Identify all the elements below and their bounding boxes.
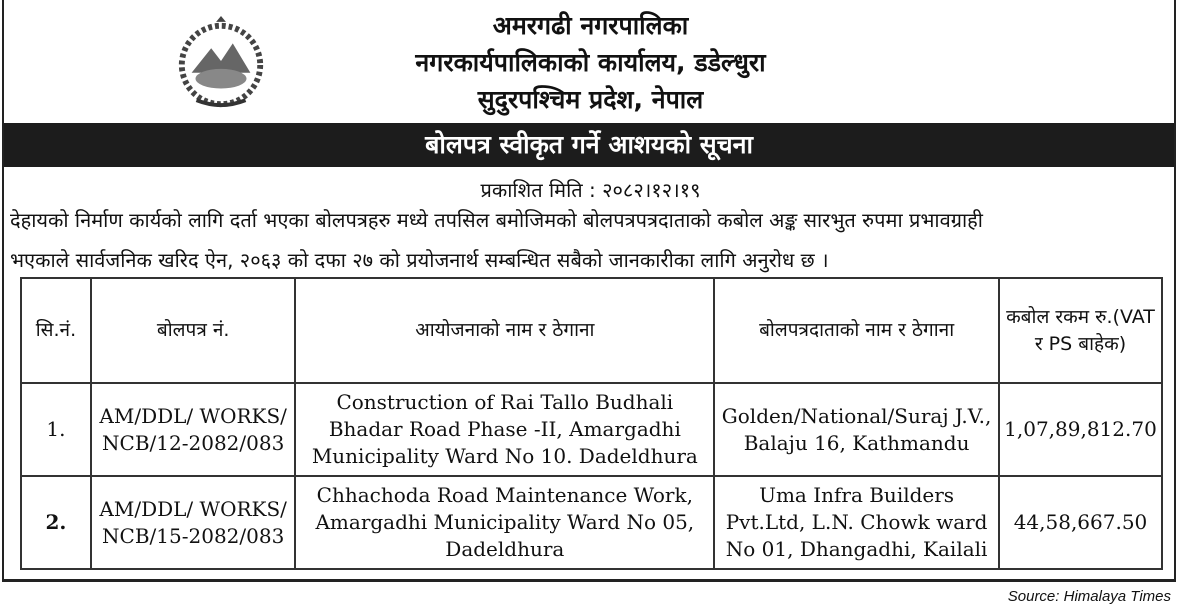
bid-table bbox=[20, 277, 1163, 570]
cell-amount: 1,07,89,812.70 bbox=[999, 383, 1162, 476]
source-credit: Source: Himalaya Times bbox=[1007, 588, 1171, 605]
table-header-row bbox=[21, 278, 1162, 383]
cell-bid-no: AM/DDL/ WORKS/ NCB/15-2082/083 bbox=[91, 476, 296, 569]
notice-title: बोलपत्र स्वीकृत गर्ने आशयको सूचना bbox=[4, 123, 1174, 167]
cell-sn: 2. bbox=[21, 476, 91, 569]
cell-amount: 44,58,667.50 bbox=[999, 476, 1162, 569]
header-bid-no: बोलपत्र नं. bbox=[91, 278, 296, 383]
header-sn: सि.नं. bbox=[21, 278, 91, 383]
cell-project: Construction of Rai Tallo Budhali Bhadar Road Phase -II, Amargadhi Municipality Ward No 10. Dadeldhura bbox=[295, 383, 714, 476]
table-row bbox=[21, 476, 1162, 569]
published-date: प्रकाशित मिति : २०८२।१२।१९ bbox=[480, 178, 701, 202]
body-line-1: देहायको निर्माण कार्यको लागि दर्ता भएका बोलपत्रहरु मध्ये तपसिल बमोजिमको बोलपत्रपत्रदाताको कबोल अङ्क सारभुत रुपमा प्रभावग्राही bbox=[10, 208, 983, 232]
cell-bidder: Golden/National/Suraj J.V., Balaju 16, Kathmandu bbox=[714, 383, 999, 476]
cell-bid-no: AM/DDL/ WORKS/ NCB/12-2082/083 bbox=[91, 383, 296, 476]
table-row bbox=[21, 383, 1162, 476]
cell-sn: 1. bbox=[21, 383, 91, 476]
province-name: सुदुरपश्चिम प्रदेश, नेपाल bbox=[477, 85, 704, 114]
office-name: नगरकार्यपालिकाको कार्यालय, डडेल्धुरा bbox=[415, 48, 766, 77]
cell-project: Chhachoda Road Maintenance Work, Amargadhi Municipality Ward No 05, Dadeldhura bbox=[295, 476, 714, 569]
cell-bidder: Uma Infra Builders Pvt.Ltd, L.N. Chowk ward No 01, Dhangadhi, Kailali bbox=[714, 476, 999, 569]
header-amount: कबोल रकम रु.(VAT र PS बाहेक) bbox=[999, 278, 1162, 383]
header-bidder: बोलपत्रदाताको नाम र ठेगाना bbox=[714, 278, 999, 383]
body-line-2: भएकाले सार्वजनिक खरिद ऐन, २०६३ को दफा २७ को प्रयोजनार्थ सम्बन्धित सबैको जानकारीका लागि अनुरोध छ । bbox=[10, 248, 829, 272]
municipality-name: अमरगढी नगरपालिका bbox=[492, 11, 689, 40]
header-project: आयोजनाको नाम र ठेगाना bbox=[295, 278, 714, 383]
